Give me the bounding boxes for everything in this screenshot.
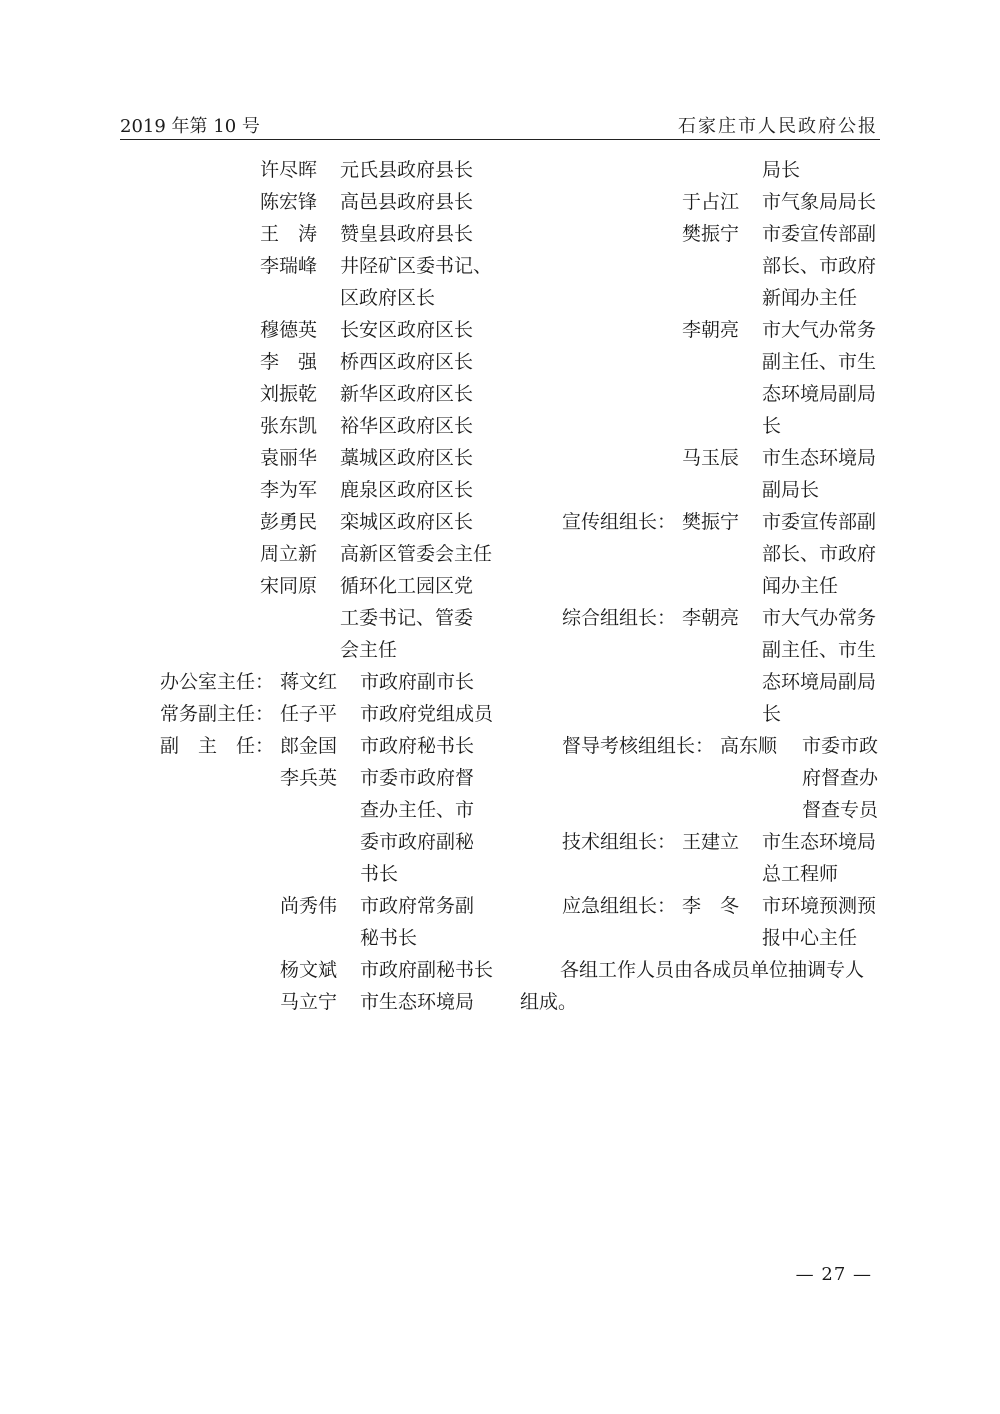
member-name: 袁丽华 <box>260 447 318 469</box>
member-post: 新华区政府区长 <box>340 383 474 405</box>
member-post-continued: 部长、市政府 <box>762 543 877 565</box>
closing-paragraph-continued: 组成。 <box>520 991 578 1013</box>
member-post: 市环境预测预 <box>762 895 877 917</box>
member-post-continued: 副主任、市生 <box>762 351 877 373</box>
member-name: 宋同原 <box>260 575 318 597</box>
member-post: 市气象局局长 <box>762 191 877 213</box>
member-post: 市委宣传部副 <box>762 511 877 533</box>
member-post-continued: 书长 <box>360 863 399 885</box>
member-post-continued: 副局长 <box>762 479 820 501</box>
member-post: 藁城区政府区长 <box>340 447 474 469</box>
member-name: 高东顺 <box>720 735 778 757</box>
member-post: 市政府副市长 <box>360 671 475 693</box>
member-post-continued: 态环境局副局 <box>762 383 877 405</box>
member-post-continued: 长 <box>762 703 782 725</box>
group-label: 应急组组长： <box>562 895 677 917</box>
member-name: 张东凯 <box>260 415 318 437</box>
member-name: 王 涛 <box>260 223 318 245</box>
member-name: 樊振宁 <box>682 511 740 533</box>
member-name: 刘振乾 <box>260 383 318 405</box>
member-post: 裕华区政府区长 <box>340 415 474 437</box>
member-name: 李瑞峰 <box>260 255 318 277</box>
member-post-continued: 委市政府副秘 <box>360 831 475 853</box>
member-post-continued: 会主任 <box>340 639 398 661</box>
publication-title: 石家庄市人民政府公报 <box>678 116 878 137</box>
member-name: 马玉辰 <box>682 447 740 469</box>
member-name: 李兵英 <box>280 767 338 789</box>
member-name: 樊振宁 <box>682 223 740 245</box>
member-post: 市委市政 <box>802 735 879 757</box>
member-post-continued: 查办主任、市 <box>360 799 475 821</box>
member-name: 马立宁 <box>280 991 338 1013</box>
member-post: 市政府常务副 <box>360 895 475 917</box>
member-name: 彭勇民 <box>260 511 318 533</box>
member-name: 郎金国 <box>280 735 338 757</box>
member-post-continued: 区政府区长 <box>340 287 436 309</box>
member-post-continued: 局长 <box>762 159 801 181</box>
member-post: 市委市政府督 <box>360 767 475 789</box>
role-label: 常务副主任： <box>160 703 275 725</box>
member-post-continued: 府督查办 <box>802 767 879 789</box>
role-label: 副 主 任： <box>160 735 275 757</box>
member-post-continued: 闻办主任 <box>762 575 839 597</box>
member-post: 市政府副秘书长 <box>360 959 494 981</box>
member-post: 赞皇县政府县长 <box>340 223 474 245</box>
member-post-continued: 副主任、市生 <box>762 639 877 661</box>
member-name: 周立新 <box>260 543 318 565</box>
member-post-continued: 新闻办主任 <box>762 287 858 309</box>
closing-paragraph: 各组工作人员由各成员单位抽调专人 <box>560 959 865 981</box>
member-name: 于占江 <box>682 191 740 213</box>
group-label: 综合组组长： <box>562 607 677 629</box>
issue-number: 2019 年第 10 号 <box>120 116 260 137</box>
member-post-continued: 督查专员 <box>802 799 879 821</box>
member-post-continued: 报中心主任 <box>762 927 858 949</box>
member-post: 市生态环境局 <box>762 831 877 853</box>
member-name: 李朝亮 <box>682 607 740 629</box>
member-name: 尚秀伟 <box>280 895 338 917</box>
group-label: 技术组组长： <box>562 831 677 853</box>
member-post: 井陉矿区委书记、 <box>340 255 493 277</box>
header-divider <box>120 139 880 140</box>
member-name: 蒋文红 <box>280 671 338 693</box>
member-post: 桥西区政府区长 <box>340 351 474 373</box>
member-name: 穆德英 <box>260 319 318 341</box>
group-label: 宣传组组长： <box>562 511 677 533</box>
page-number: — 27 — <box>795 1264 872 1285</box>
member-post: 市大气办常务 <box>762 607 877 629</box>
member-post: 栾城区政府区长 <box>340 511 474 533</box>
member-name: 陈宏锋 <box>260 191 318 213</box>
member-post: 长安区政府区长 <box>340 319 474 341</box>
member-name: 李 强 <box>260 351 318 373</box>
member-post: 市大气办常务 <box>762 319 877 341</box>
role-label: 办公室主任： <box>160 671 275 693</box>
member-post-continued: 工委书记、管委 <box>340 607 474 629</box>
member-post: 市生态环境局 <box>360 991 475 1013</box>
member-post: 市委宣传部副 <box>762 223 877 245</box>
member-post-continued: 长 <box>762 415 782 437</box>
member-post-continued: 总工程师 <box>762 863 839 885</box>
member-post: 循环化工园区党 <box>340 575 474 597</box>
group-label: 督导考核组组长： <box>562 735 715 757</box>
member-post-continued: 部长、市政府 <box>762 255 877 277</box>
member-name: 任子平 <box>280 703 338 725</box>
member-post: 元氏县政府县长 <box>340 159 474 181</box>
member-name: 李朝亮 <box>682 319 740 341</box>
member-name: 王建立 <box>682 831 740 853</box>
member-post-continued: 秘书长 <box>360 927 418 949</box>
member-post: 高邑县政府县长 <box>340 191 474 213</box>
member-name: 许尽晖 <box>260 159 318 181</box>
member-name: 杨文斌 <box>280 959 338 981</box>
member-post: 市政府党组成员 <box>360 703 494 725</box>
member-name: 李为军 <box>260 479 318 501</box>
member-post: 高新区管委会主任 <box>340 543 493 565</box>
member-name: 李 冬 <box>682 895 740 917</box>
member-post: 市生态环境局 <box>762 447 877 469</box>
member-post: 鹿泉区政府区长 <box>340 479 474 501</box>
member-post-continued: 态环境局副局 <box>762 671 877 693</box>
member-post: 市政府秘书长 <box>360 735 475 757</box>
